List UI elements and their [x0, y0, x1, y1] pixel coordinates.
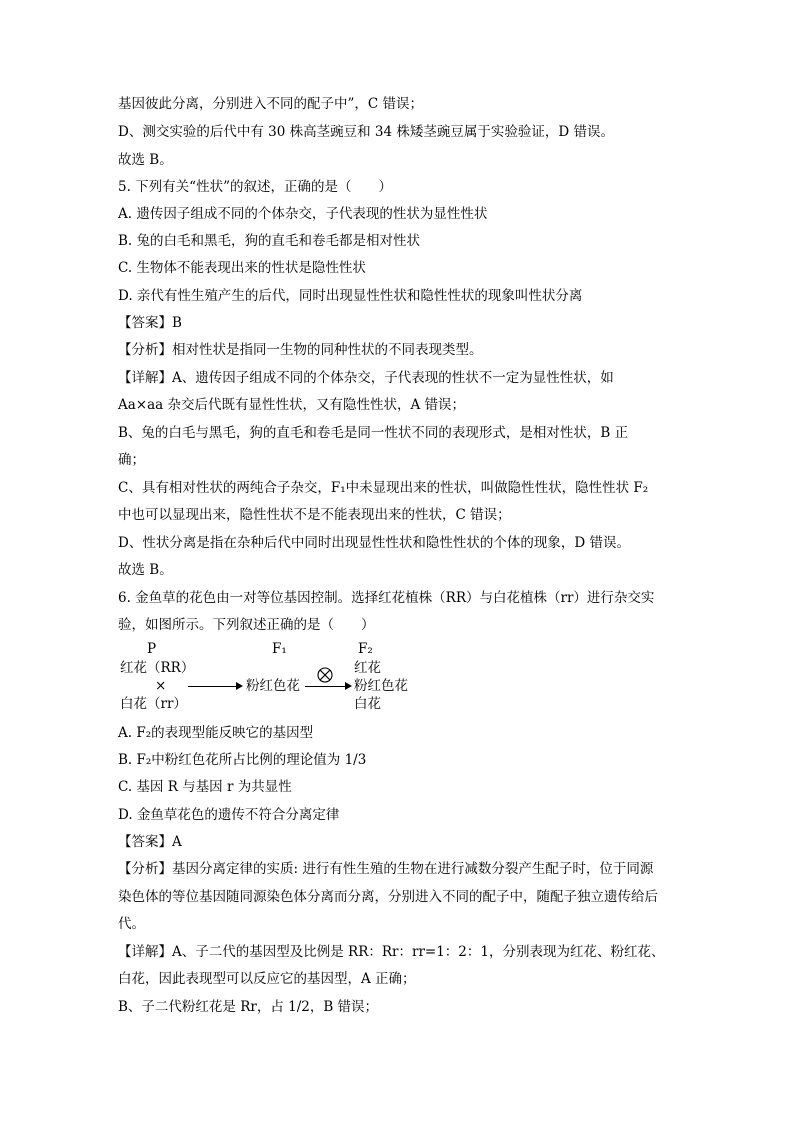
selfing-icon — [317, 667, 333, 683]
detail-line: B、子二代粉红花是 Rr，占 1/2，B 错误； — [118, 999, 379, 1015]
f2-label: F₂ — [358, 641, 373, 657]
detail-line: Aa×aa 杂交后代既有显性性状，又有隐性性状，A 错误； — [118, 397, 466, 413]
detail-line: 白花，因此表现型可以反应它的基因型，A 正确； — [118, 971, 416, 987]
option-d: D. 金鱼草花色的遗传不符合分离定律 — [118, 807, 340, 823]
analysis: 【分析】相对性状是指同一生物的同种性状的不同表现类型。 — [118, 342, 483, 358]
option-d: D. 亲代有性生殖产生的后代，同时出现显性性状和隐性性状的现象叫性状分离 — [118, 288, 583, 304]
f1-phenotype: 粉红色花 — [246, 678, 300, 694]
option-c: C. 基因 R 与基因 r 为共显性 — [118, 779, 292, 795]
question-5-stem: 5. 下列有关“性状”的叙述，正确的是（ ） — [118, 179, 392, 195]
detail-line: 故选 B。 — [118, 562, 173, 578]
question-6-stem: 验，如图所示。下列叙述正确的是（ ） — [118, 617, 375, 633]
analysis-line: 染色体的等位基因随同源染色体分离而分离，分别进入不同的配子中，随配子独立遗传给后 — [118, 889, 658, 905]
parent-red: 红花（RR） — [120, 660, 195, 676]
parent-white: 白花（rr） — [120, 696, 187, 712]
answer: 【答案】A — [118, 834, 182, 850]
text-line: 基因彼此分离，分别进入不同的配子中”，C 错误； — [118, 96, 424, 112]
f2-white: 白花 — [354, 696, 381, 712]
text-line: D、测交实验的后代中有 30 株高茎豌豆和 34 株矮茎豌豆属于实验验证，D 错误。 — [118, 124, 614, 140]
f2-pink: 粉红色花 — [354, 678, 408, 694]
arrow-head — [236, 682, 243, 690]
cross-symbol: × — [155, 678, 167, 694]
arrow-head — [345, 682, 352, 690]
detail-line: 中也可以显现出来，隐性性状不是不能表现出来的性状，C 错误； — [118, 507, 511, 523]
cross-diagram — [118, 640, 438, 720]
detail-line: 确； — [118, 452, 145, 468]
answer: 【答案】B — [118, 315, 182, 331]
detail-line: C、具有相对性状的两纯合子杂交，F₁中未显现出来的性状，叫做隐性性状，隐性性状 F₂ — [118, 480, 649, 496]
detail-line: 【详解】A、子二代的基因型及比例是 RR：Rr：rr=1：2：1，分别表现为红花、粉红花、 — [118, 944, 665, 960]
question-6-stem: 6. 金鱼草的花色由一对等位基因控制。选择红花植株（RR）与白花植株（rr）进行杂交实 — [118, 590, 655, 606]
option-a: A. 遗传因子组成不同的个体杂交，子代表现的性状为显性性状 — [118, 206, 488, 222]
analysis-line: 代。 — [118, 916, 145, 932]
option-a: A. F₂的表现型能反映它的基因型 — [118, 725, 314, 741]
option-b: B. F₂中粉红色花所占比例的理论值为 1/3 — [118, 752, 367, 768]
f1-label: F₁ — [272, 641, 287, 657]
option-c: C. 生物体不能表现出来的性状是隐性性状 — [118, 260, 366, 276]
arrow-line — [188, 686, 236, 687]
text-line: 故选 B。 — [118, 152, 173, 168]
detail-line: D、性状分离是指在杂种后代中同时出现显性性状和隐性性状的个体的现象，D 错误。 — [118, 535, 630, 551]
detail-line: B、兔的白毛与黑毛，狗的直毛和卷毛是同一性状不同的表现形式，是相对性状，B 正 — [118, 425, 629, 441]
option-b: B. 兔的白毛和黑毛，狗的直毛和卷毛都是相对性状 — [118, 233, 421, 249]
analysis-line: 【分析】基因分离定律的实质: 进行有性生殖的生物在进行减数分裂产生配子时，位于同源 — [118, 861, 654, 877]
arrow-line — [305, 686, 345, 687]
p-label: P — [147, 641, 157, 657]
f2-red: 红花 — [354, 660, 381, 676]
detail-line: 【详解】A、遗传因子组成不同的个体杂交，子代表现的性状不一定为显性性状，如 — [118, 370, 614, 386]
